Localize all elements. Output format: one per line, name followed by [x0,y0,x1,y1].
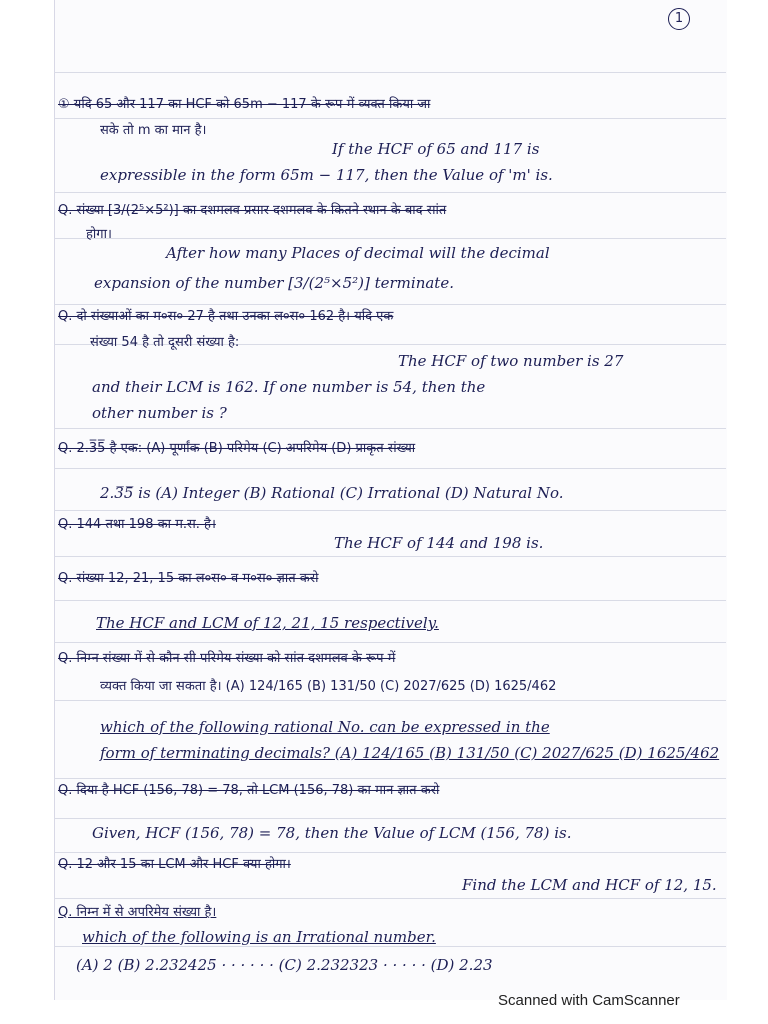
ruled-line [54,778,726,779]
ruled-line [54,642,726,643]
ruled-line [54,510,726,511]
q7-hindi-line2: व्यक्त किया जा सकता है। (A) 124/165 (B) 131/50 (C) 2027/625 (D) 1625/462 [100,679,557,694]
q8-english-line: Given, HCF (156, 78) = 78, then the Value of LCM (156, 78) is. [92,824,572,842]
q2-english-line2: expansion of the number [3/(2⁵×5²)] terminate. [94,274,454,292]
q2-hindi-line2: होगा। [86,227,112,242]
q10-english-line: which of the following is an Irrational number. [82,928,436,946]
ruled-line [54,852,726,853]
q4-english-line: 2.3̅5̅ is (A) Integer (B) Rational (C) Irrational (D) Natural No. [100,484,564,502]
q8-hindi-line: Q. दिया है HCF (156, 78) = 78, तो LCM (156, 78) का मान ज्ञात करो [58,783,440,798]
q3-english-line3: other number is ? [92,404,227,422]
q1-english-line1: If the HCF of 65 and 117 is [332,140,540,158]
q6-english-line: The HCF and LCM of 12, 21, 15 respectively. [96,614,439,632]
q9-english-line: Find the LCM and HCF of 12, 15. [462,876,717,894]
q2-hindi-line1: Q. संख्या [3/(2⁵×5²)] का दशमलव प्रसार दशमलव के कितने स्थान के बाद सांत [58,203,447,218]
ruled-line [54,192,726,193]
ruled-line [54,700,726,701]
q3-hindi-line1: Q. दो संख्याओं का म०स० 27 है तथा उनका ल०स० 162 है। यदि एक [58,309,394,324]
ruled-line [54,600,726,601]
ruled-line [54,118,726,119]
ruled-line [54,818,726,819]
ruled-line [54,946,726,947]
q7-hindi-line1: Q. निम्न संख्या में से कौन सी परिमेय संख्या को सांत दशमलव के रूप में [58,651,396,666]
q6-hindi-line: Q. संख्या 12, 21, 15 का ल०स० व म०स० ज्ञात करो [58,571,319,586]
q3-english-line2: and their LCM is 162. If one number is 54, then the [92,378,486,396]
ruled-line [54,428,726,429]
q10-hindi-line: Q. निम्न में से अपरिमेय संख्या है। [58,905,217,920]
q7-english-line2: form of terminating decimals? (A) 124/165 (B) 131/50 (C) 2027/625 (D) 1625/462 [100,744,720,762]
q1-hindi-line1: ① यदि 65 और 117 का HCF को 65m − 117 के रूप में व्यक्त किया जा [58,97,431,112]
q3-english-line1: The HCF of two number is 27 [398,352,624,370]
q2-english-line1: After how many Places of decimal will the decimal [166,244,550,262]
q4-hindi-line: Q. 2.3̅5̅ है एक: (A) पूर्णांक (B) परिमेय (C) अपरिमेय (D) प्राकृत संख्या [58,441,416,456]
q7-english-line1: which of the following rational No. can be expressed in the [100,718,550,736]
ruled-line [54,72,726,73]
q5-hindi-line: Q. 144 तथा 198 का म.स. है। [58,517,216,532]
page-number: 1 [668,8,690,30]
q10-options: (A) 2 (B) 2.232425 · · · · · · (C) 2.232323 · · · · · (D) 2.23 [76,956,493,974]
q3-hindi-line2: संख्या 54 है तो दूसरी संख्या है: [90,335,240,350]
ruled-line [54,304,726,305]
ruled-line [54,468,726,469]
q5-english-line: The HCF of 144 and 198 is. [334,534,544,552]
ruled-line [54,556,726,557]
ruled-line [54,898,726,899]
q9-hindi-line: Q. 12 और 15 का LCM और HCF क्या होगा। [58,857,291,872]
scanner-watermark: Scanned with CamScanner [498,992,680,1009]
q1-hindi-line2: सके तो m का मान है। [100,123,207,138]
ruled-line [54,238,726,239]
q1-english-line2: expressible in the form 65m − 117, then the Value of 'm' is. [100,166,553,184]
